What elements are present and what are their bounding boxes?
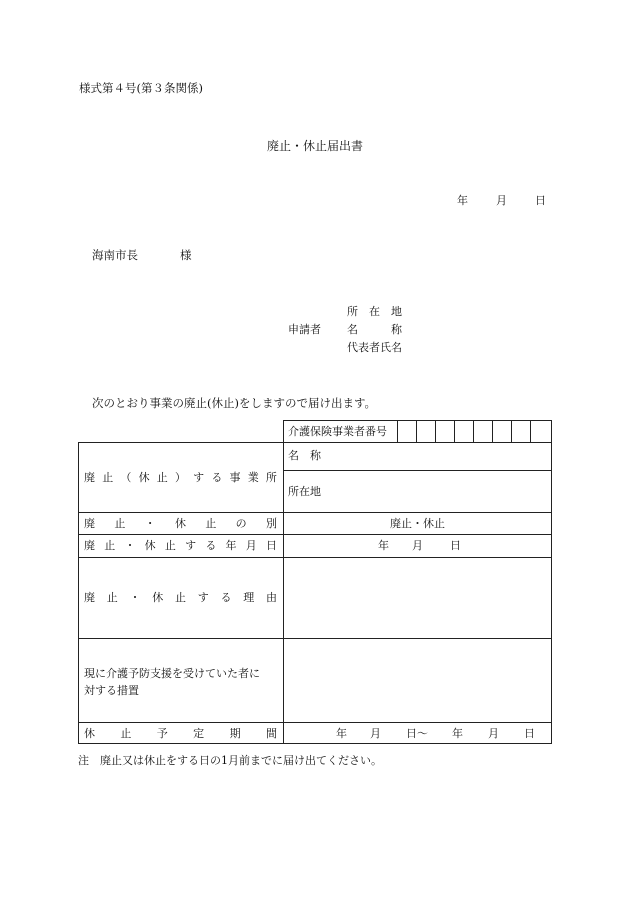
applicant-address-label: 所 在 地 <box>347 305 402 318</box>
date-day: 日 <box>535 194 546 207</box>
period-end-month: 月 <box>488 727 499 740</box>
date-value-day: 日 <box>450 539 461 552</box>
period-end-year: 年 <box>452 727 463 740</box>
office-address-label: 所在地 <box>288 485 321 498</box>
insurer-number-boxes[interactable] <box>398 421 551 442</box>
date-month: 月 <box>496 194 507 207</box>
notification-table <box>78 420 552 744</box>
applicant-representative-label: 代表者氏名 <box>347 341 402 354</box>
reason-field[interactable] <box>284 558 551 638</box>
period-end-day: 日 <box>524 727 535 740</box>
period-label: 休 止 予 定 期 間 <box>84 727 277 740</box>
measures-field[interactable] <box>284 639 551 722</box>
insurer-number-label: 介護保険事業者番号 <box>288 425 387 438</box>
addressee-honorific: 様 <box>180 248 192 262</box>
period-start-day: 日～ <box>406 727 428 740</box>
office-name-label: 名 称 <box>288 449 321 462</box>
period-start-year: 年 <box>336 727 347 740</box>
date-year: 年 <box>457 194 468 207</box>
office-address-field[interactable] <box>338 471 551 512</box>
form-number: 様式第４号(第３条関係) <box>79 81 203 95</box>
period-start-month: 月 <box>370 727 381 740</box>
applicant-label: 申請者 <box>288 323 321 336</box>
reason-label: 廃 止 ・ 休 止 す る 理 由 <box>84 591 277 604</box>
date-value-month: 月 <box>412 539 423 552</box>
type-value[interactable]: 廃止・休止 <box>390 517 445 530</box>
date-value-year: 年 <box>378 539 389 552</box>
applicant-name-label: 名 称 <box>347 323 402 336</box>
office-label: 廃 止 （ 休 止 ） す る 事 業 所 <box>84 471 277 484</box>
measures-label <box>84 666 260 699</box>
measures-label-line2: 対する措置 <box>84 683 139 697</box>
type-label: 廃 止 ・ 休 止 の 別 <box>84 517 277 530</box>
office-name-field[interactable] <box>338 443 551 470</box>
date-label: 廃 止 ・ 休 止 す る 年 月 日 <box>84 539 277 552</box>
submission-date <box>457 195 546 206</box>
addressee-name: 海南市長 <box>92 248 138 262</box>
applicant-fields <box>347 306 402 360</box>
addressee <box>92 250 192 262</box>
intro-text: 次のとおり事業の廃止(休止)をしますので届け出ます。 <box>92 396 377 410</box>
document-title: 廃止・休止届出書 <box>266 139 363 153</box>
footnote: 注 廃止又は休止をする日の1月前までに届け出てください。 <box>78 754 382 767</box>
measures-label-line1: 現に介護予防支援を受けていた者に <box>84 667 260 680</box>
